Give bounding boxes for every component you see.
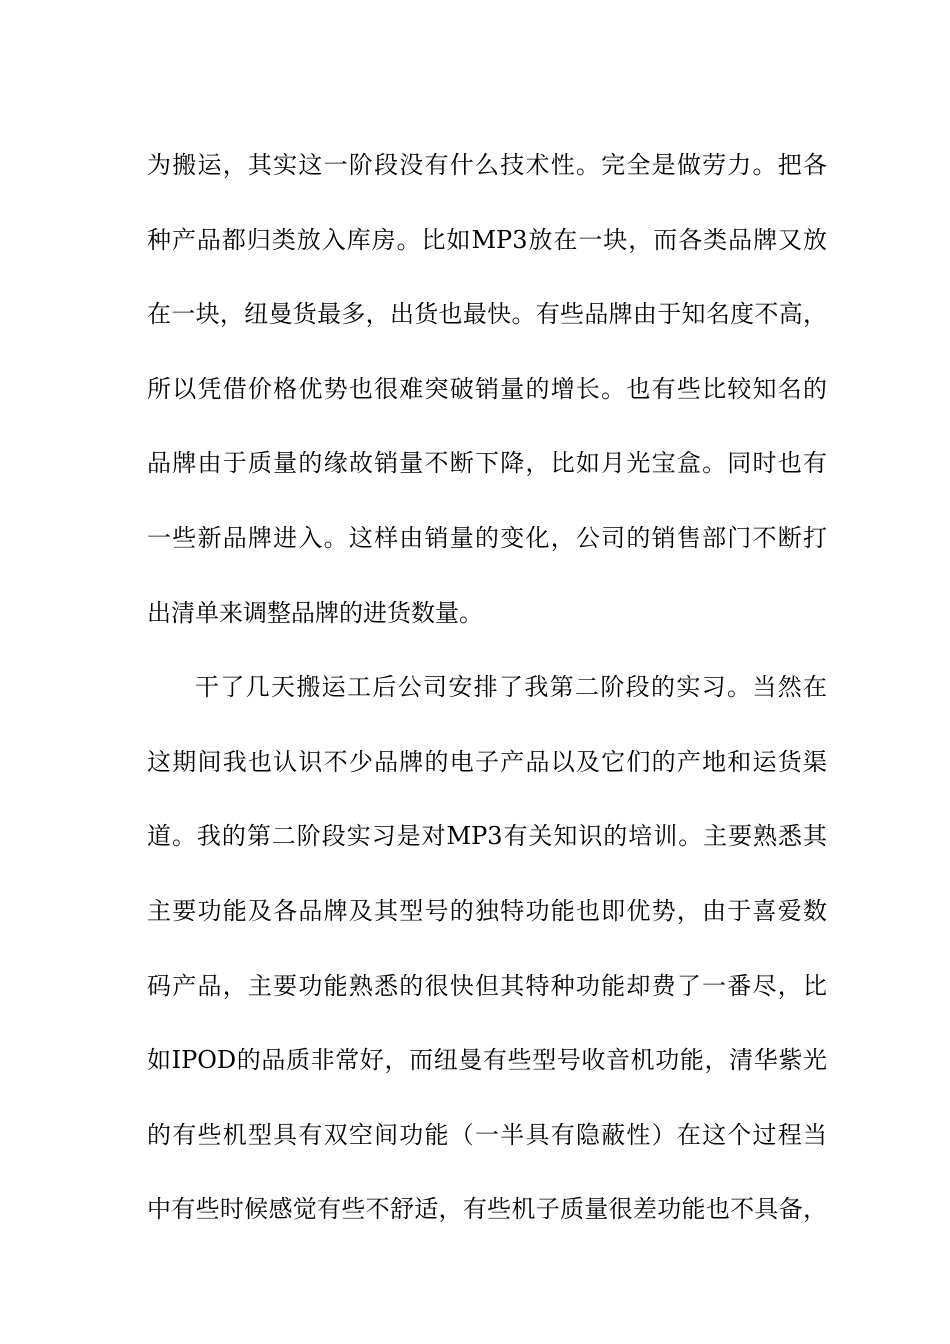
text-line: 品牌由于质量的缘故销量不断下降，比如月光宝盒。同时也有 — [147, 449, 827, 478]
text-line: 如IPOD的品质非常好，而纽曼有些型号收音机功能，清华紫光 — [147, 1046, 827, 1075]
text-line: 种产品都归类放入库房。比如MP3放在一块，而各类品牌又放 — [147, 225, 827, 254]
text-line: 的有些机型具有双空间功能（一半具有隐蔽性）在这个过程当 — [147, 1120, 827, 1149]
text-line: 中有些时候感觉有些不舒适，有些机子质量很差功能也不具备， — [147, 1195, 827, 1224]
text-line: 为搬运，其实这一阶段没有什么技术性。完全是做劳力。把各 — [147, 151, 827, 179]
text-line: 这期间我也认识不少品牌的电子产品以及它们的产地和运货渠 — [147, 747, 827, 776]
text-line: 所以凭借价格优势也很难突破销量的增长。也有些比较知名的 — [147, 374, 827, 403]
text-line: 主要功能及各品牌及其型号的独特功能也即优势，由于喜爱数 — [147, 896, 827, 925]
text-line: 出清单来调整品牌的进货数量。 — [147, 598, 483, 627]
text-line: 在一块，纽曼货最多，出货也最快。有些品牌由于知名度不高， — [147, 300, 827, 329]
text-line: 道。我的第二阶段实习是对MP3有关知识的培训。主要熟悉其 — [147, 822, 827, 851]
paragraph-start-line: 干了几天搬运工后公司安排了我第二阶段的实习。当然在 — [195, 673, 827, 702]
text-line: 码产品，主要功能熟悉的很快但其特种功能却费了一番尽，比 — [147, 971, 827, 1000]
body-text — [147, 128, 827, 1247]
text-line: 一些新品牌进入。这样由销量的变化，公司的销售部门不断打 — [147, 523, 827, 552]
